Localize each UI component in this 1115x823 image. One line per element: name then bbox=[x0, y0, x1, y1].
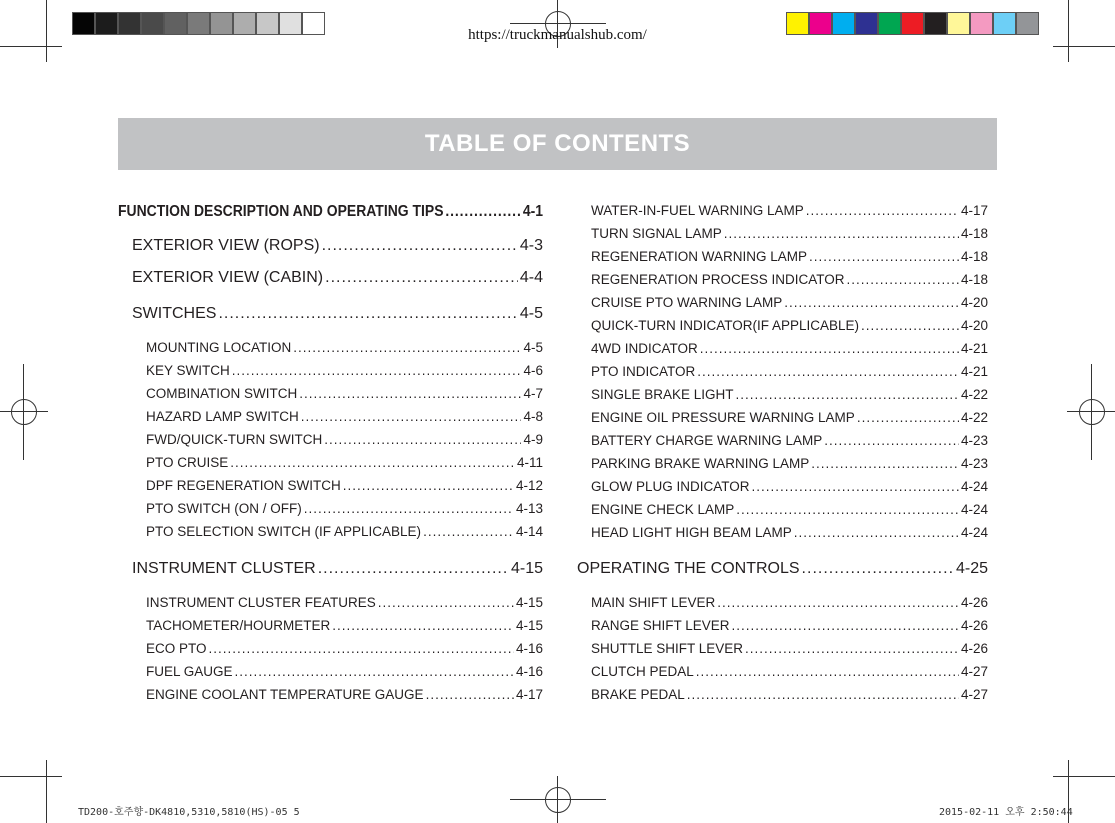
toc-dot-leader bbox=[232, 363, 522, 378]
toc-entry-label: BATTERY CHARGE WARNING LAMP bbox=[591, 433, 823, 448]
toc-entry-page: 4-1 bbox=[522, 203, 543, 220]
toc-dot-leader bbox=[332, 618, 514, 633]
toc-entry[interactable] bbox=[591, 479, 988, 494]
toc-entry-page: 4-24 bbox=[960, 525, 988, 540]
toc-dot-leader bbox=[687, 687, 959, 702]
toc-entry[interactable] bbox=[146, 595, 543, 610]
toc-entry-page: 4-9 bbox=[523, 432, 543, 447]
toc-entry[interactable] bbox=[591, 341, 988, 356]
toc-entry-page: 4-21 bbox=[960, 364, 988, 379]
toc-entry[interactable] bbox=[132, 560, 543, 578]
toc-entry-label: INSTRUMENT CLUSTER bbox=[132, 560, 316, 577]
toc-entry-page: 4-23 bbox=[960, 456, 988, 471]
toc-entry[interactable] bbox=[591, 249, 988, 264]
toc-entry[interactable] bbox=[591, 433, 988, 448]
title-band bbox=[118, 118, 997, 170]
toc-entry-page: 4-24 bbox=[960, 479, 988, 494]
toc-entry-page: 4-16 bbox=[515, 664, 543, 679]
toc-dot-leader bbox=[293, 340, 521, 355]
toc-entry-page: 4-11 bbox=[516, 455, 543, 470]
toc-entry[interactable] bbox=[591, 664, 988, 679]
source-url: https://truckmanualshub.com/ bbox=[468, 27, 647, 43]
toc-entry-label: PTO INDICATOR bbox=[591, 364, 696, 379]
toc-entry[interactable] bbox=[591, 595, 988, 610]
toc-dot-leader bbox=[235, 664, 514, 679]
toc-entry-label: EXTERIOR VIEW (ROPS) bbox=[132, 237, 320, 254]
crop-mark bbox=[1053, 46, 1115, 47]
toc-entry-label: WATER-IN-FUEL WARNING LAMP bbox=[591, 203, 804, 218]
toc-dot-leader bbox=[847, 272, 959, 287]
toc-entry-label: TURN SIGNAL LAMP bbox=[591, 226, 722, 241]
toc-dot-leader bbox=[318, 560, 509, 578]
toc-entry[interactable] bbox=[591, 387, 988, 402]
toc-entry-page: 4-26 bbox=[960, 618, 988, 633]
toc-entry-label: ENGINE COOLANT TEMPERATURE GAUGE bbox=[146, 687, 424, 702]
toc-entry[interactable] bbox=[591, 618, 988, 633]
crop-mark bbox=[1053, 776, 1115, 777]
toc-entry[interactable] bbox=[146, 340, 543, 355]
toc-dot-leader bbox=[811, 456, 959, 471]
toc-entry-page: 4-5 bbox=[523, 340, 543, 355]
toc-dot-leader bbox=[736, 502, 959, 517]
toc-dot-leader bbox=[299, 386, 521, 401]
toc-entry[interactable] bbox=[146, 618, 543, 633]
toc-entry-page: 4-3 bbox=[519, 237, 543, 254]
toc-entry-label: ECO PTO bbox=[146, 641, 207, 656]
toc-entry[interactable] bbox=[146, 478, 543, 493]
toc-entry-label: FWD/QUICK-TURN SWITCH bbox=[146, 432, 323, 447]
toc-entry-label: PTO CRUISE bbox=[146, 455, 229, 470]
toc-entry[interactable] bbox=[591, 641, 988, 656]
toc-entry[interactable] bbox=[132, 269, 543, 287]
toc-dot-leader bbox=[301, 409, 522, 424]
toc-entry[interactable] bbox=[591, 687, 988, 702]
page-title: TABLE OF CONTENTS bbox=[424, 130, 691, 157]
toc-entry[interactable] bbox=[577, 560, 988, 578]
toc-entry-page: 4-7 bbox=[523, 386, 543, 401]
toc-dot-leader bbox=[304, 501, 514, 516]
toc-entry-label: BRAKE PEDAL bbox=[591, 687, 685, 702]
toc-entry[interactable] bbox=[591, 318, 988, 333]
toc-entry-label: QUICK-TURN INDICATOR(IF APPLICABLE) bbox=[591, 318, 860, 333]
toc-dot-leader bbox=[724, 226, 959, 241]
toc-entry-label: RANGE SHIFT LEVER bbox=[591, 618, 730, 633]
toc-entry-label: INSTRUMENT CLUSTER FEATURES bbox=[146, 595, 376, 610]
toc-entry-page: 4-18 bbox=[960, 249, 988, 264]
toc-entry-page: 4-22 bbox=[960, 410, 988, 425]
crop-mark bbox=[0, 776, 62, 777]
toc-entry[interactable] bbox=[591, 525, 988, 540]
toc-dot-leader bbox=[794, 525, 959, 540]
toc-entry-page: 4-13 bbox=[515, 501, 543, 516]
toc-entry[interactable] bbox=[146, 432, 543, 447]
toc-entry[interactable] bbox=[118, 203, 543, 221]
toc-entry-label: FUNCTION DESCRIPTION AND OPERATING TIPS bbox=[118, 203, 444, 220]
toc-entry[interactable] bbox=[146, 455, 543, 470]
toc-dot-leader bbox=[824, 433, 959, 448]
toc-entry[interactable] bbox=[591, 272, 988, 287]
toc-dot-leader bbox=[732, 618, 959, 633]
toc-entry-page: 4-17 bbox=[960, 203, 988, 218]
toc-entry-label: KEY SWITCH bbox=[146, 363, 230, 378]
toc-entry-page: 4-17 bbox=[515, 687, 543, 702]
toc-entry-label: ENGINE CHECK LAMP bbox=[591, 502, 735, 517]
toc-entry-page: 4-15 bbox=[510, 560, 543, 577]
toc-entry-page: 4-12 bbox=[515, 478, 543, 493]
registration-mark bbox=[11, 399, 37, 425]
toc-entry-label: SHUTTLE SHIFT LEVER bbox=[591, 641, 744, 656]
toc-entry-label: FUEL GAUGE bbox=[146, 664, 233, 679]
toc-entry-page: 4-22 bbox=[960, 387, 988, 402]
toc-dot-leader bbox=[696, 664, 959, 679]
toc-dot-leader bbox=[322, 237, 518, 255]
toc-entry-label: REGENERATION PROCESS INDICATOR bbox=[591, 272, 845, 287]
toc-dot-leader bbox=[697, 364, 959, 379]
toc-entry-page: 4-26 bbox=[960, 641, 988, 656]
toc-dot-leader bbox=[857, 410, 959, 425]
toc-dot-leader bbox=[378, 595, 514, 610]
toc-dot-leader bbox=[230, 455, 515, 470]
toc-dot-leader bbox=[423, 524, 514, 539]
toc-entry-label: HAZARD LAMP SWITCH bbox=[146, 409, 299, 424]
toc-entry[interactable] bbox=[591, 295, 988, 310]
toc-entry[interactable] bbox=[591, 410, 988, 425]
toc-entry[interactable] bbox=[146, 641, 543, 656]
toc-entry-page: 4-8 bbox=[523, 409, 543, 424]
toc-entry[interactable] bbox=[132, 305, 543, 323]
toc-entry-page: 4-25 bbox=[955, 560, 988, 577]
toc-entry-page: 4-5 bbox=[519, 305, 543, 322]
toc-entry[interactable] bbox=[591, 203, 988, 218]
toc-entry-label: 4WD INDICATOR bbox=[591, 341, 698, 356]
toc-entry-page: 4-6 bbox=[523, 363, 543, 378]
toc-entry-page: 4-15 bbox=[515, 618, 543, 633]
toc-dot-leader bbox=[445, 203, 521, 221]
toc-entry-label: REGENERATION WARNING LAMP bbox=[591, 249, 808, 264]
footer-file-info: TD200-호주향-DK4810,5310,5810(HS)-05 5 bbox=[78, 807, 300, 818]
toc-entry-page: 4-21 bbox=[960, 341, 988, 356]
toc-entry-label: SINGLE BRAKE LIGHT bbox=[591, 387, 734, 402]
toc-entry-label: MOUNTING LOCATION bbox=[146, 340, 292, 355]
toc-entry-page: 4-15 bbox=[515, 595, 543, 610]
toc-entry-page: 4-18 bbox=[960, 226, 988, 241]
toc-entry-label: PTO SWITCH (ON / OFF) bbox=[146, 501, 302, 516]
crop-mark bbox=[46, 760, 47, 823]
toc-entry-label: ENGINE OIL PRESSURE WARNING LAMP bbox=[591, 410, 855, 425]
toc-dot-leader bbox=[806, 203, 959, 218]
toc-entry-page: 4-16 bbox=[515, 641, 543, 656]
toc-entry-label: DPF REGENERATION SWITCH bbox=[146, 478, 341, 493]
crop-mark bbox=[0, 46, 62, 47]
registration-mark bbox=[545, 787, 571, 813]
toc-entry[interactable] bbox=[132, 237, 543, 255]
toc-entry-label: PTO SELECTION SWITCH (IF APPLICABLE) bbox=[146, 524, 422, 539]
toc-dot-leader bbox=[745, 641, 959, 656]
toc-entry-page: 4-20 bbox=[960, 318, 988, 333]
toc-entry-label: CRUISE PTO WARNING LAMP bbox=[591, 295, 783, 310]
toc-entry-label: PARKING BRAKE WARNING LAMP bbox=[591, 456, 810, 471]
toc-entry[interactable] bbox=[591, 364, 988, 379]
toc-dot-leader bbox=[209, 641, 514, 656]
toc-entry-page: 4-24 bbox=[960, 502, 988, 517]
toc-dot-leader bbox=[343, 478, 514, 493]
toc-entry-page: 4-4 bbox=[519, 269, 543, 286]
toc-entry[interactable] bbox=[591, 456, 988, 471]
toc-dot-leader bbox=[717, 595, 959, 610]
toc-entry[interactable] bbox=[146, 524, 543, 539]
toc-dot-leader bbox=[700, 341, 959, 356]
toc-entry[interactable] bbox=[146, 687, 543, 702]
toc-entry[interactable] bbox=[146, 409, 543, 424]
toc-entry-label: HEAD LIGHT HIGH BEAM LAMP bbox=[591, 525, 792, 540]
toc-entry-label: COMBINATION SWITCH bbox=[146, 386, 298, 401]
toc-entry-label: SWITCHES bbox=[132, 305, 217, 322]
toc-entry-label: EXTERIOR VIEW (CABIN) bbox=[132, 269, 324, 286]
toc-dot-leader bbox=[218, 305, 517, 323]
toc-entry[interactable] bbox=[591, 502, 988, 517]
toc-dot-leader bbox=[784, 295, 959, 310]
toc-entry-page: 4-20 bbox=[960, 295, 988, 310]
toc-dot-leader bbox=[426, 687, 514, 702]
toc-entry-label: OPERATING THE CONTROLS bbox=[577, 560, 800, 577]
toc-entry[interactable] bbox=[146, 501, 543, 516]
toc-entry-page: 4-27 bbox=[960, 687, 988, 702]
toc-entry[interactable] bbox=[146, 386, 543, 401]
toc-entry-label: TACHOMETER/HOURMETER bbox=[146, 618, 331, 633]
toc-dot-leader bbox=[861, 318, 959, 333]
toc-dot-leader bbox=[809, 249, 959, 264]
toc-entry[interactable] bbox=[146, 363, 543, 378]
toc-dot-leader bbox=[802, 560, 954, 578]
toc-dot-leader bbox=[752, 479, 959, 494]
toc-entry-label: GLOW PLUG INDICATOR bbox=[591, 479, 750, 494]
toc-entry-label: MAIN SHIFT LEVER bbox=[591, 595, 716, 610]
toc-entry-page: 4-26 bbox=[960, 595, 988, 610]
toc-entry-page: 4-18 bbox=[960, 272, 988, 287]
toc-dot-leader bbox=[325, 269, 518, 287]
toc-entry-page: 4-14 bbox=[515, 524, 543, 539]
toc-entry[interactable] bbox=[591, 226, 988, 241]
footer-timestamp: 2015-02-11 오후 2:50:44 bbox=[939, 807, 1073, 818]
toc-dot-leader bbox=[324, 432, 521, 447]
toc-entry-page: 4-27 bbox=[960, 664, 988, 679]
toc-entry[interactable] bbox=[146, 664, 543, 679]
toc-dot-leader bbox=[736, 387, 959, 402]
toc-entry-page: 4-23 bbox=[960, 433, 988, 448]
toc-entry-label: CLUTCH PEDAL bbox=[591, 664, 694, 679]
registration-mark bbox=[1079, 399, 1105, 425]
